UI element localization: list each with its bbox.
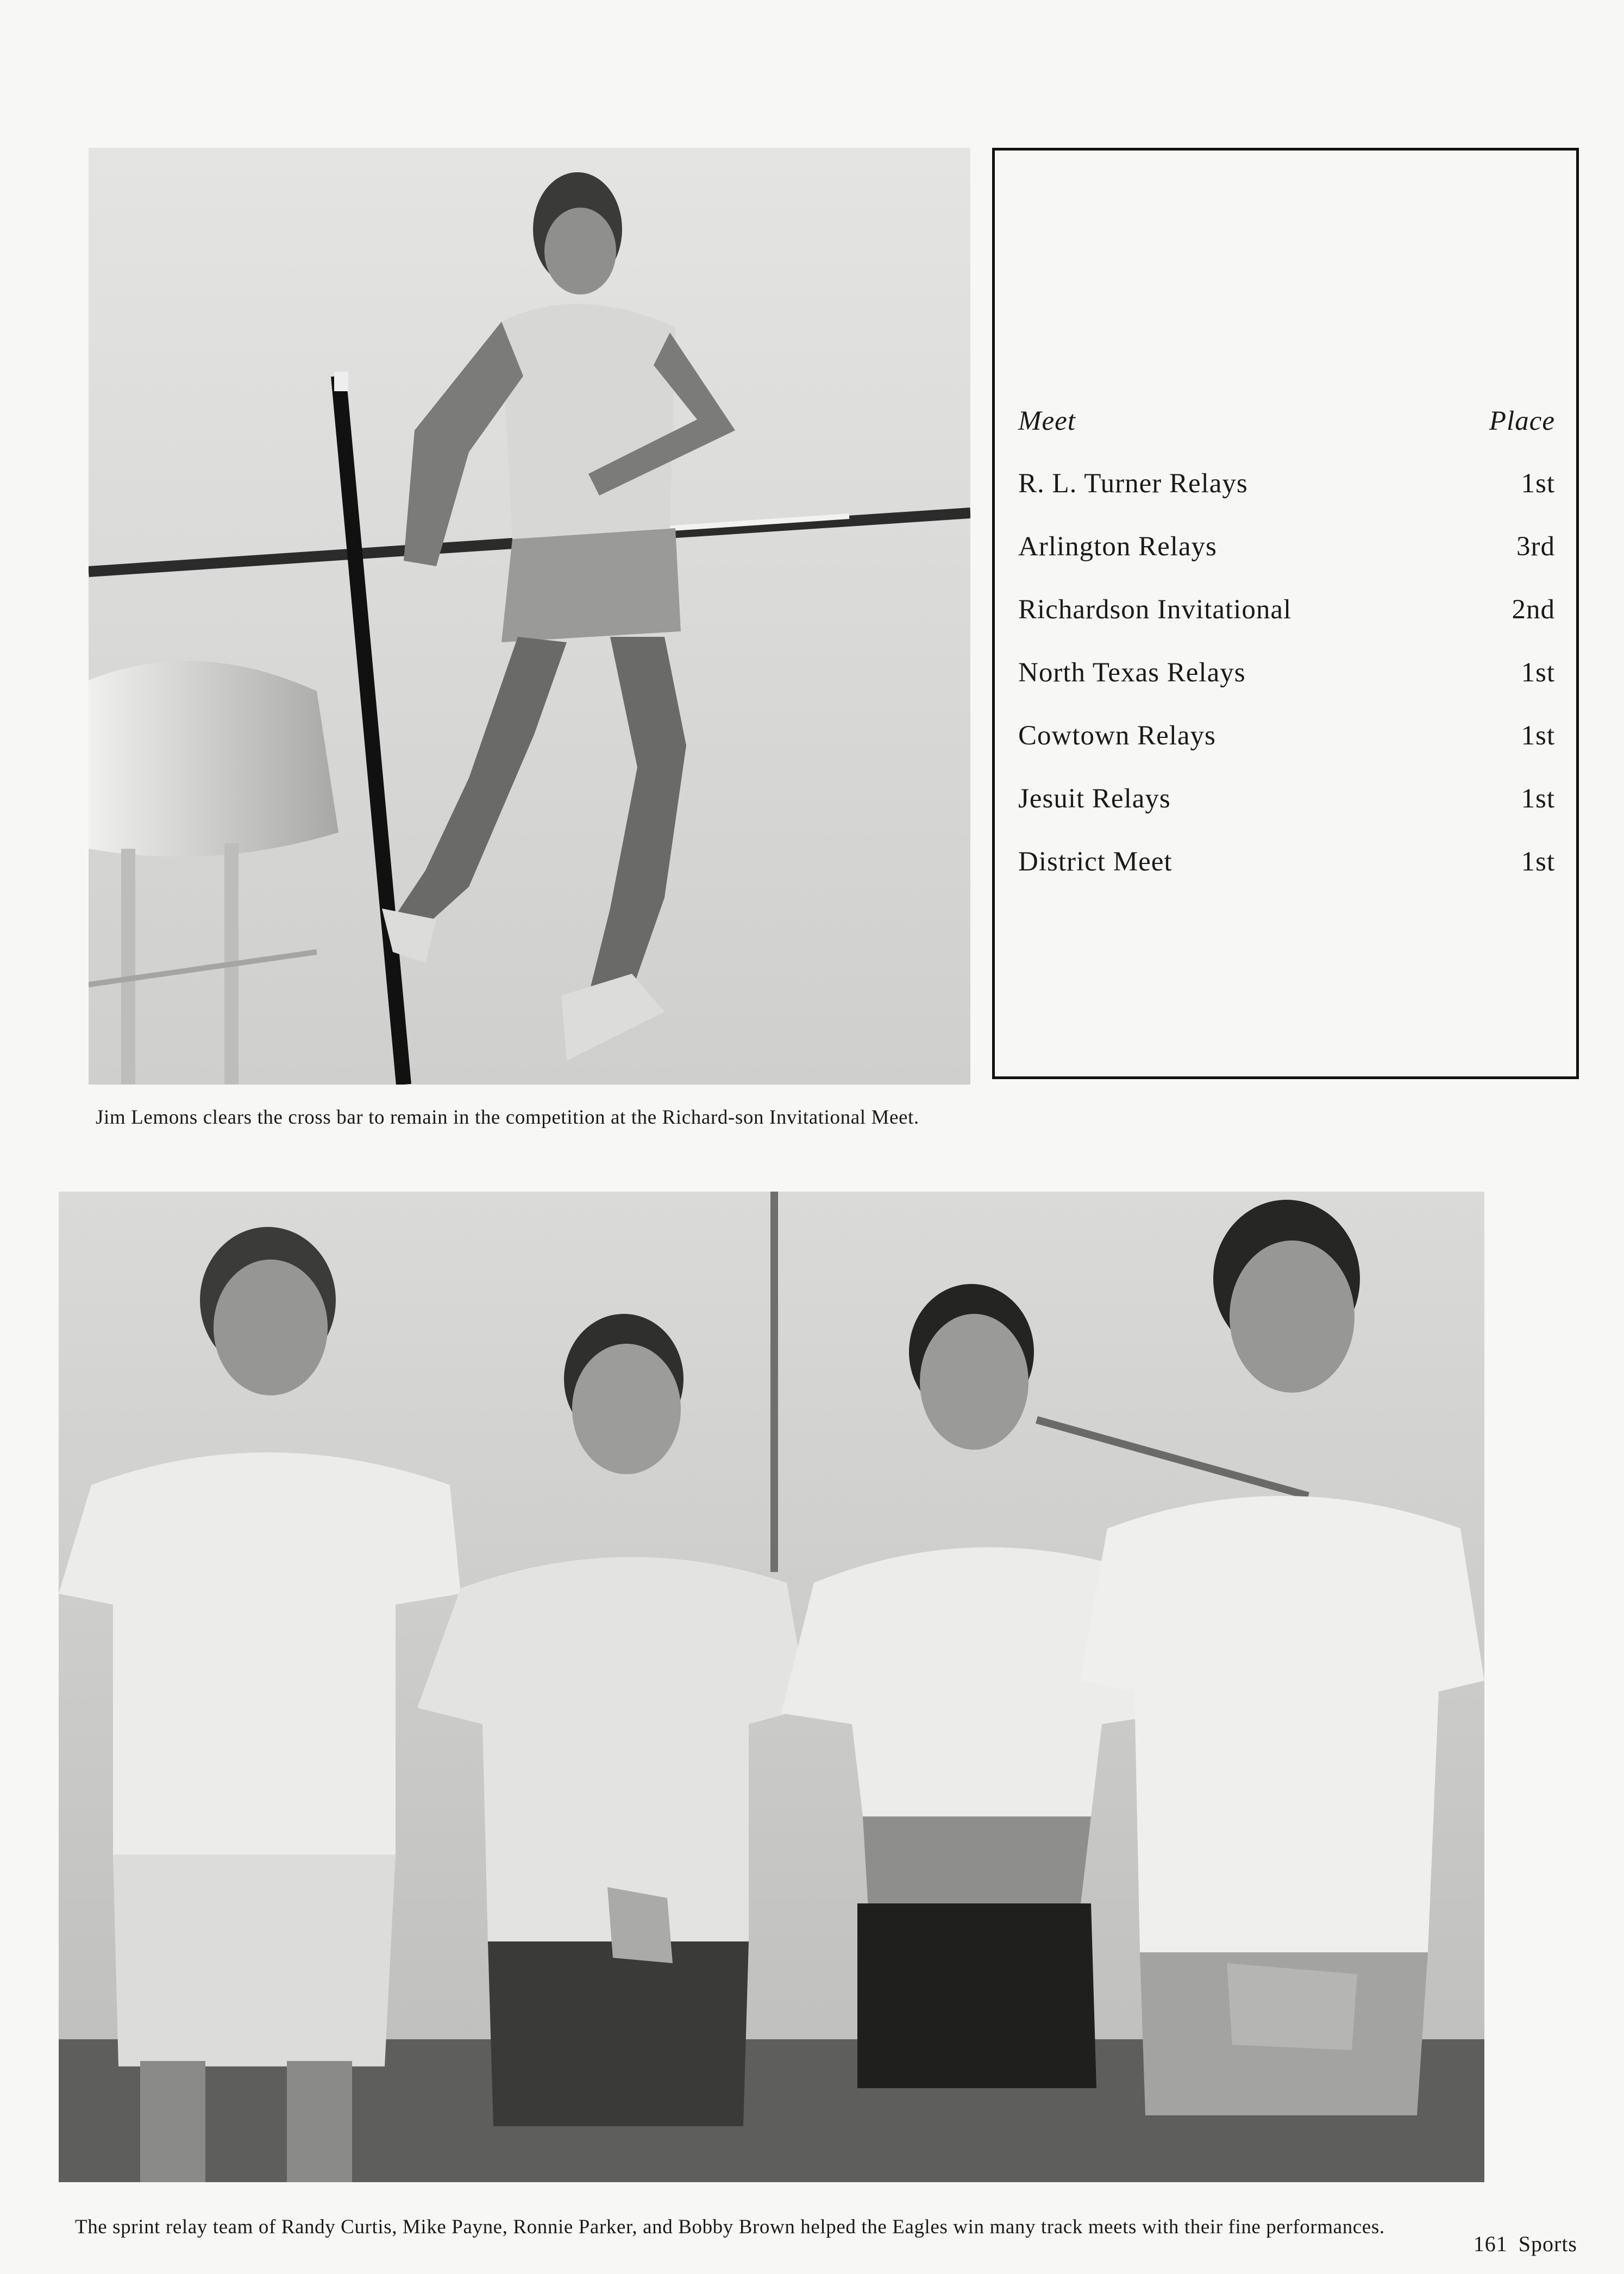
table-row <box>1018 830 1555 893</box>
relay-team-photo <box>59 1192 1484 2182</box>
results-header-row <box>1018 390 1555 452</box>
page-folio <box>1473 2231 1577 2257</box>
meet-place: 1st <box>1521 468 1555 499</box>
table-row <box>1018 704 1555 767</box>
meet-name: Cowtown Relays <box>1018 721 1216 751</box>
section-name: Sports <box>1518 2232 1577 2256</box>
place-column-header: Place <box>1489 405 1555 436</box>
table-row <box>1018 641 1555 704</box>
table-row <box>1018 515 1555 578</box>
table-row <box>1018 452 1555 515</box>
meet-place: 1st <box>1521 657 1555 688</box>
meet-place: 1st <box>1521 847 1555 877</box>
meet-place: 1st <box>1521 784 1555 814</box>
meet-column-header: Meet <box>1018 405 1076 436</box>
meet-place: 2nd <box>1512 594 1555 625</box>
meet-name: Arlington Relays <box>1018 531 1217 562</box>
meet-name: R. L. Turner Relays <box>1018 468 1248 499</box>
pole-vault-caption: Jim Lemons clears the cross bar to remain in the competition at the Richard-son Invitational Meet. <box>96 1106 919 1129</box>
relay-team-caption: The sprint relay team of Randy Curtis, Mike Payne, Ronnie Parker, and Bobby Brown helped the Eagles win many track meets with their fine performances. <box>75 2216 1385 2238</box>
meet-name: North Texas Relays <box>1018 657 1246 688</box>
meet-name: Jesuit Relays <box>1018 784 1171 814</box>
pole-vault-photo <box>89 148 970 1085</box>
meet-name: District Meet <box>1018 847 1172 877</box>
meet-results-table <box>1018 390 1555 893</box>
meet-results-box <box>992 148 1579 1079</box>
page-number: 161 <box>1473 2232 1508 2256</box>
table-row <box>1018 578 1555 641</box>
meet-place: 1st <box>1521 721 1555 751</box>
table-row <box>1018 767 1555 830</box>
meet-name: Richardson Invitational <box>1018 594 1292 625</box>
meet-place: 3rd <box>1516 531 1555 562</box>
